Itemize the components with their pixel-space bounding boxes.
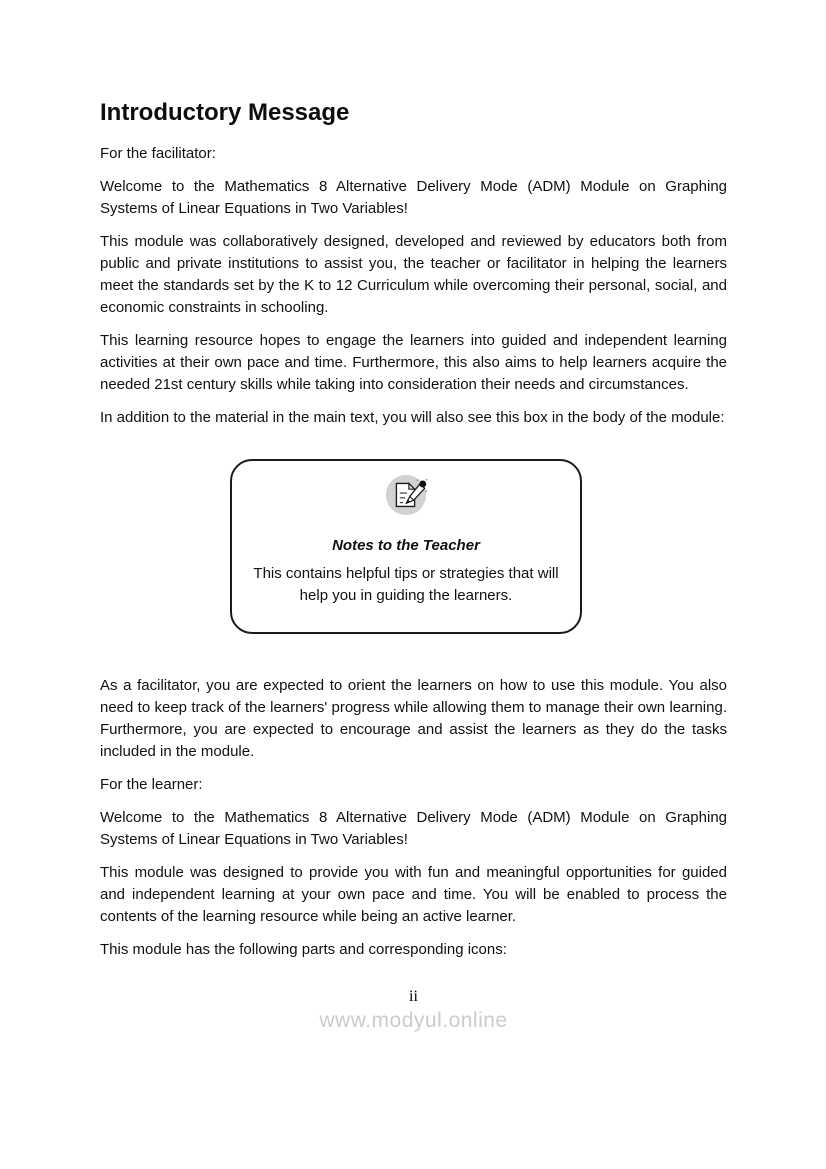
watermark-text: www.modyul.online xyxy=(319,1009,508,1032)
notes-to-teacher-box xyxy=(230,459,582,634)
learner-paragraph-2: This module was designed to provide you with fun and meaningful opportunities for guided and independent learning at your own pace and time. You will be enabled to process the contents of the learning resource while being an active learner. xyxy=(100,864,727,925)
page-title: Introductory Message xyxy=(100,99,350,126)
note-box-title: Notes to the Teacher xyxy=(332,537,480,554)
facilitator-closing-paragraph: As a facilitator, you are expected to orient the learners on how to use this module. You also need to keep track of the learners' progress while allowing them to manage their own learning. Furthermore, you are expected to encourage and assist the learners as they do the tasks included in the module. xyxy=(100,677,727,760)
facilitator-paragraph-1: Welcome to the Mathematics 8 Alternative Delivery Mode (ADM) Module on Graphing Systems of Linear Equations in Two Variables! xyxy=(100,178,727,217)
facilitator-heading: For the facilitator: xyxy=(100,145,216,162)
page-number: ii xyxy=(409,988,418,1005)
learner-paragraph-1: Welcome to the Mathematics 8 Alternative Delivery Mode (ADM) Module on Graphing Systems of Linear Equations in Two Variables! xyxy=(100,809,727,848)
facilitator-paragraph-4: In addition to the material in the main text, you will also see this box in the body of the module: xyxy=(100,409,725,426)
note-pencil-icon xyxy=(383,471,429,517)
note-box-body: This contains helpful tips or strategies that will help you in guiding the learners. xyxy=(253,565,559,604)
facilitator-paragraph-3: This learning resource hopes to engage the learners into guided and independent learning activities at their own pace and time. Furthermore, this also aims to help learners acquire the needed 21st century skills while taking into consideration their needs and circumstances. xyxy=(100,332,727,393)
parts-intro-line: This module has the following parts and corresponding icons: xyxy=(100,941,507,958)
facilitator-paragraph-2: This module was collaboratively designed, developed and reviewed by educators both from public and private institutions to assist you, the teacher or facilitator in helping the learners meet the standards set by the K to 12 Curriculum while overcoming their personal, social, and economic constraints in schooling. xyxy=(100,233,727,316)
learner-heading: For the learner: xyxy=(100,776,203,793)
